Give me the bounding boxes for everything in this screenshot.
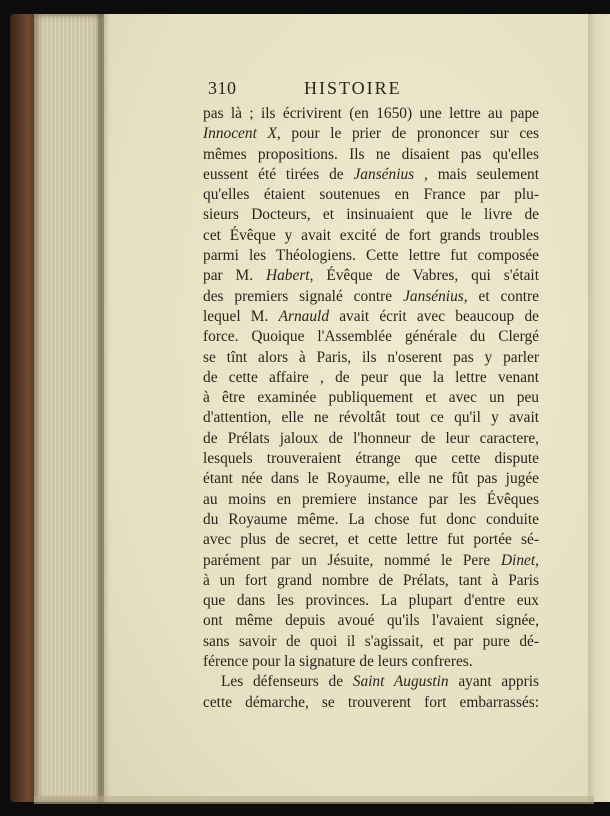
text-segment: d'attention, elle ne révoltât tout ce qu'il y avait [203,409,539,427]
text-segment: de Prélats jaloux de l'honneur de leur caractere, [203,429,539,447]
text-segment: parément par un Jésuite, nommé le Pere [203,551,501,569]
text-line [203,145,539,165]
italic-name: Dinet [500,551,536,569]
text-line [203,591,539,611]
text-line [203,510,539,530]
text-segment: Les défenseurs de [221,673,353,691]
italic-name: Jansénius [403,287,464,305]
text-line [203,693,539,713]
page-header [208,78,538,100]
text-line [203,672,539,692]
text-segment: qu'elles étaient soutenues en France par plu- [203,186,539,204]
italic-name: Saint Augustin [352,673,449,691]
text-segment: parmi les Théologiens. Cette lettre fut composée [203,247,539,265]
text-line [203,490,539,510]
text-segment: ayant appris [448,673,540,691]
text-segment: au moins en premiere instance par les Évêques [203,490,539,508]
text-line [203,266,539,286]
text-segment: , et contre [463,287,539,305]
text-segment: avait écrit avec beaucoup de [329,307,539,325]
text-line [203,530,539,550]
text-line [203,205,539,225]
text-line [203,571,539,591]
text-line [203,104,539,124]
text-line [203,611,539,631]
text-segment: force. Quoique l'Assemblée générale du Clergé [203,328,539,346]
text-segment: pas là ; ils écrivirent (en 1650) une lettre au pape [203,105,539,122]
gutter-shadow [98,14,110,802]
text-line [203,185,539,205]
text-line [203,408,539,428]
text-line [203,327,539,347]
text-segment: ont même depuis avoué qu'ils l'avaient signée, [203,612,539,630]
text-segment: à être examinée publiquement et avec un peu [203,389,539,407]
text-segment: , [535,551,539,569]
text-segment: des premiers signalé contre [203,287,404,305]
text-segment: sieurs Docteurs, et insinuaient que le livre de [203,206,539,224]
text-segment: lequel M. [203,307,279,325]
text-segment: à un fort grand nombre de Prélats, tant à Paris [203,571,539,589]
text-segment: se tînt alors à Paris, ils n'oserent pas y parler [203,348,539,366]
text-line [203,307,539,327]
text-segment: par M. [203,267,266,285]
text-line [203,429,539,449]
text-line [203,551,539,571]
text-segment: , Évêque de Vabres, qui s'était [309,267,539,285]
text-segment: , pour le prier de prononcer sur ces [276,125,539,143]
text-line [203,449,539,469]
italic-name: Innocent X [203,125,277,143]
text-segment: de cette affaire , de peur que la lettre venant [203,368,539,386]
text-line [203,124,539,144]
text-line [203,246,539,266]
running-title: HISTOIRE [304,78,402,98]
facing-page-edge [588,14,610,802]
body-text [203,104,539,713]
text-line [203,226,539,246]
text-line [203,165,539,185]
text-line [203,287,539,307]
text-line [203,368,539,388]
text-line [203,469,539,489]
page-number: 310 [208,78,237,98]
italic-name: Arnauld [278,307,330,325]
text-segment: étant née dans le Royaume, elle ne fût pas jugée [203,470,539,488]
bottom-page-edge [34,796,594,804]
text-segment: lesquels trouveraient étrange que cette dispute [203,450,539,468]
italic-name: Habert [265,267,310,285]
text-segment: cet Évêque y avait excité de fort grands troubles [203,226,539,244]
page-edges [34,14,104,802]
text-line [203,388,539,408]
text-line [203,348,539,368]
text-segment: que dans les provinces. La plupart d'entre eux [203,592,539,610]
italic-name: Jansénius [353,165,415,183]
text-segment: sans savoir de quoi il s'agissait, et par pure dé- [203,632,539,650]
text-segment: mêmes propositions. Ils ne disaient pas qu'elles [203,145,539,163]
text-segment: avec plus de secret, et cette lettre fut portée sé- [203,531,539,549]
text-segment: eussent été tirées de [203,165,354,183]
text-line [203,632,539,652]
text-segment: férence pour la signature de leurs confreres. [203,653,473,671]
text-segment: cette démarche, se trouverent fort embarrassés: [203,693,539,711]
text-segment: du Royaume même. La chose fut donc conduite [203,510,539,528]
text-line [203,652,539,672]
text-segment: , mais seulement [414,165,540,183]
